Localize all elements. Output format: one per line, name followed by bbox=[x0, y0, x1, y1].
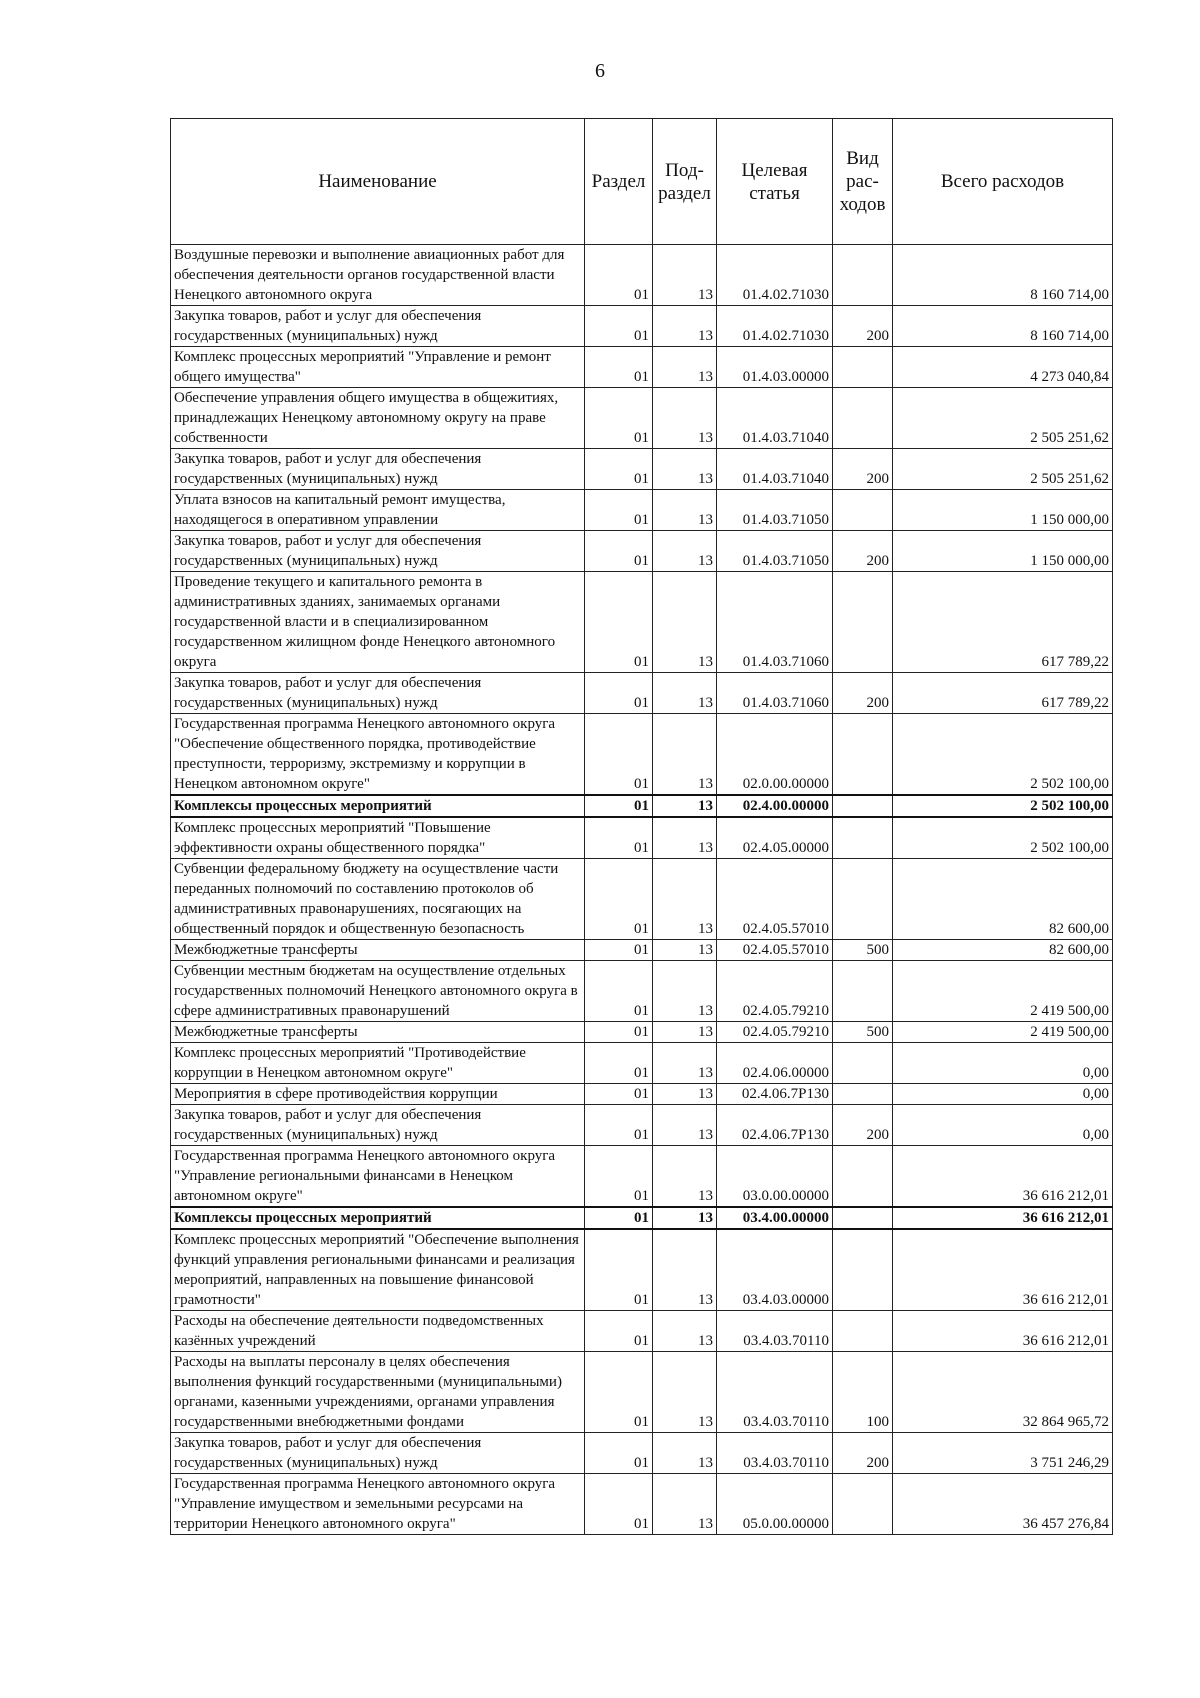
row-target-article: 03.4.03.70110 bbox=[717, 1311, 833, 1352]
row-razdel: 01 bbox=[585, 673, 653, 714]
row-total: 8 160 714,00 bbox=[893, 306, 1113, 347]
header-name: Наименование bbox=[171, 119, 585, 245]
row-name: Государственная программа Ненецкого автономного округа "Управление имуществом и земельными ресурсами на территории Ненецкого автономного округа" bbox=[171, 1474, 585, 1535]
row-name: Комплексы процессных мероприятий bbox=[171, 1207, 585, 1229]
row-name: Субвенции местным бюджетам на осуществление отдельных государственных полномочий Ненецкого автономного округа в сфере административных правонарушений bbox=[171, 961, 585, 1022]
header-target-article: Целевая статья bbox=[717, 119, 833, 245]
row-expense-type bbox=[833, 347, 893, 388]
row-target-article: 02.0.00.00000 bbox=[717, 714, 833, 796]
row-razdel: 01 bbox=[585, 1146, 653, 1208]
page-number: 6 bbox=[595, 60, 605, 82]
table-row bbox=[171, 1022, 1113, 1043]
row-target-article: 01.4.03.71060 bbox=[717, 572, 833, 673]
row-name: Комплекс процессных мероприятий "Управление и ремонт общего имущества" bbox=[171, 347, 585, 388]
table-row bbox=[171, 306, 1113, 347]
row-target-article: 02.4.00.00000 bbox=[717, 795, 833, 817]
row-expense-type bbox=[833, 1043, 893, 1084]
table-row bbox=[171, 388, 1113, 449]
table-row bbox=[171, 1352, 1113, 1433]
row-target-article: 03.4.00.00000 bbox=[717, 1207, 833, 1229]
row-podrazdel: 13 bbox=[653, 1352, 717, 1433]
row-podrazdel: 13 bbox=[653, 347, 717, 388]
row-target-article: 03.4.03.70110 bbox=[717, 1433, 833, 1474]
row-razdel: 01 bbox=[585, 961, 653, 1022]
row-name: Закупка товаров, работ и услуг для обеспечения государственных (муниципальных) нужд bbox=[171, 306, 585, 347]
table-row bbox=[171, 1229, 1113, 1311]
row-total: 0,00 bbox=[893, 1043, 1113, 1084]
table-row bbox=[171, 1105, 1113, 1146]
row-name: Воздушные перевозки и выполнение авиационных работ для обеспечения деятельности органов государственной власти Ненецкого автономного округа bbox=[171, 245, 585, 306]
row-name: Государственная программа Ненецкого автономного округа "Обеспечение общественного порядка, противодействие преступности, терроризму, экстремизму и коррупции в Ненецком автономном округе" bbox=[171, 714, 585, 796]
row-podrazdel: 13 bbox=[653, 940, 717, 961]
table-row bbox=[171, 1311, 1113, 1352]
table-row bbox=[171, 1084, 1113, 1105]
header-podrazdel: Под- раздел bbox=[653, 119, 717, 245]
table-row bbox=[171, 245, 1113, 306]
row-podrazdel: 13 bbox=[653, 245, 717, 306]
row-podrazdel: 13 bbox=[653, 490, 717, 531]
row-total: 82 600,00 bbox=[893, 859, 1113, 940]
table-row bbox=[171, 1146, 1113, 1208]
table-row bbox=[171, 859, 1113, 940]
row-target-article: 01.4.03.71060 bbox=[717, 673, 833, 714]
row-razdel: 01 bbox=[585, 817, 653, 859]
row-podrazdel: 13 bbox=[653, 961, 717, 1022]
header-expense-type: Вид рас- ходов bbox=[833, 119, 893, 245]
row-target-article: 02.4.06.00000 bbox=[717, 1043, 833, 1084]
row-total: 8 160 714,00 bbox=[893, 245, 1113, 306]
row-target-article: 03.4.03.00000 bbox=[717, 1229, 833, 1311]
row-podrazdel: 13 bbox=[653, 388, 717, 449]
row-target-article: 02.4.05.57010 bbox=[717, 940, 833, 961]
row-podrazdel: 13 bbox=[653, 1105, 717, 1146]
row-name: Комплекс процессных мероприятий "Противодействие коррупции в Ненецком автономном округе" bbox=[171, 1043, 585, 1084]
row-name: Комплекс процессных мероприятий "Повышение эффективности охраны общественного порядка" bbox=[171, 817, 585, 859]
row-podrazdel: 13 bbox=[653, 795, 717, 817]
row-expense-type: 200 bbox=[833, 449, 893, 490]
table-row bbox=[171, 673, 1113, 714]
row-total: 0,00 bbox=[893, 1105, 1113, 1146]
row-total: 2 502 100,00 bbox=[893, 795, 1113, 817]
row-name: Проведение текущего и капитального ремонта в административных зданиях, занимаемых органами государственной власти и в специализированном государственном жилищном фонде Ненецкого автономного округа bbox=[171, 572, 585, 673]
row-expense-type: 200 bbox=[833, 1433, 893, 1474]
row-razdel: 01 bbox=[585, 1084, 653, 1105]
row-podrazdel: 13 bbox=[653, 673, 717, 714]
table-row bbox=[171, 714, 1113, 796]
row-podrazdel: 13 bbox=[653, 1474, 717, 1535]
row-total: 82 600,00 bbox=[893, 940, 1113, 961]
row-target-article: 02.4.05.57010 bbox=[717, 859, 833, 940]
row-razdel: 01 bbox=[585, 859, 653, 940]
header-razdel: Раздел bbox=[585, 119, 653, 245]
row-total: 2 502 100,00 bbox=[893, 714, 1113, 796]
row-razdel: 01 bbox=[585, 1229, 653, 1311]
row-total: 36 616 212,01 bbox=[893, 1207, 1113, 1229]
row-expense-type bbox=[833, 1146, 893, 1208]
row-razdel: 01 bbox=[585, 795, 653, 817]
row-target-article: 01.4.02.71030 bbox=[717, 306, 833, 347]
table-row bbox=[171, 490, 1113, 531]
table-row bbox=[171, 795, 1113, 817]
row-expense-type bbox=[833, 1474, 893, 1535]
table-row bbox=[171, 961, 1113, 1022]
row-expense-type: 100 bbox=[833, 1352, 893, 1433]
table-row bbox=[171, 817, 1113, 859]
row-podrazdel: 13 bbox=[653, 1146, 717, 1208]
table-row bbox=[171, 1043, 1113, 1084]
row-expense-type bbox=[833, 388, 893, 449]
table-row bbox=[171, 531, 1113, 572]
row-expense-type bbox=[833, 1207, 893, 1229]
row-razdel: 01 bbox=[585, 306, 653, 347]
row-total: 617 789,22 bbox=[893, 572, 1113, 673]
row-target-article: 01.4.03.71040 bbox=[717, 388, 833, 449]
row-name: Закупка товаров, работ и услуг для обеспечения государственных (муниципальных) нужд bbox=[171, 531, 585, 572]
row-expense-type: 200 bbox=[833, 673, 893, 714]
row-target-article: 01.4.02.71030 bbox=[717, 245, 833, 306]
row-target-article: 01.4.03.00000 bbox=[717, 347, 833, 388]
row-total: 36 457 276,84 bbox=[893, 1474, 1113, 1535]
row-name: Уплата взносов на капитальный ремонт имущества, находящегося в оперативном управлении bbox=[171, 490, 585, 531]
row-target-article: 01.4.03.71040 bbox=[717, 449, 833, 490]
row-razdel: 01 bbox=[585, 714, 653, 796]
row-name: Мероприятия в сфере противодействия коррупции bbox=[171, 1084, 585, 1105]
row-razdel: 01 bbox=[585, 388, 653, 449]
row-total: 36 616 212,01 bbox=[893, 1146, 1113, 1208]
row-expense-type bbox=[833, 795, 893, 817]
row-razdel: 01 bbox=[585, 1105, 653, 1146]
row-podrazdel: 13 bbox=[653, 1022, 717, 1043]
row-name: Государственная программа Ненецкого автономного округа "Управление региональными финансами в Ненецком автономном округе" bbox=[171, 1146, 585, 1208]
row-expense-type: 200 bbox=[833, 531, 893, 572]
row-expense-type: 500 bbox=[833, 940, 893, 961]
row-total: 1 150 000,00 bbox=[893, 531, 1113, 572]
row-total: 4 273 040,84 bbox=[893, 347, 1113, 388]
budget-table bbox=[170, 118, 1113, 1535]
row-razdel: 01 bbox=[585, 1311, 653, 1352]
row-total: 2 505 251,62 bbox=[893, 388, 1113, 449]
row-razdel: 01 bbox=[585, 490, 653, 531]
row-total: 36 616 212,01 bbox=[893, 1311, 1113, 1352]
row-expense-type bbox=[833, 859, 893, 940]
row-expense-type: 200 bbox=[833, 306, 893, 347]
row-expense-type: 500 bbox=[833, 1022, 893, 1043]
row-total: 2 502 100,00 bbox=[893, 817, 1113, 859]
row-razdel: 01 bbox=[585, 449, 653, 490]
row-target-article: 02.4.05.79210 bbox=[717, 961, 833, 1022]
row-podrazdel: 13 bbox=[653, 1311, 717, 1352]
row-expense-type bbox=[833, 961, 893, 1022]
row-expense-type bbox=[833, 1084, 893, 1105]
row-expense-type bbox=[833, 817, 893, 859]
row-expense-type bbox=[833, 1229, 893, 1311]
row-razdel: 01 bbox=[585, 245, 653, 306]
row-name: Закупка товаров, работ и услуг для обеспечения государственных (муниципальных) нужд bbox=[171, 673, 585, 714]
row-total: 617 789,22 bbox=[893, 673, 1113, 714]
row-total: 2 505 251,62 bbox=[893, 449, 1113, 490]
row-podrazdel: 13 bbox=[653, 817, 717, 859]
row-expense-type bbox=[833, 490, 893, 531]
row-razdel: 01 bbox=[585, 1352, 653, 1433]
row-expense-type bbox=[833, 714, 893, 796]
row-podrazdel: 13 bbox=[653, 714, 717, 796]
row-target-article: 03.4.03.70110 bbox=[717, 1352, 833, 1433]
row-name: Закупка товаров, работ и услуг для обеспечения государственных (муниципальных) нужд bbox=[171, 1433, 585, 1474]
row-expense-type bbox=[833, 245, 893, 306]
row-total: 1 150 000,00 bbox=[893, 490, 1113, 531]
row-podrazdel: 13 bbox=[653, 1433, 717, 1474]
row-razdel: 01 bbox=[585, 940, 653, 961]
row-name: Субвенции федеральному бюджету на осуществление части переданных полномочий по составлению протоколов об административных правонарушениях, посягающих на общественный порядок и общественную безопасность bbox=[171, 859, 585, 940]
table-row bbox=[171, 1207, 1113, 1229]
header-total: Всего расходов bbox=[893, 119, 1113, 245]
row-target-article: 01.4.03.71050 bbox=[717, 531, 833, 572]
row-target-article: 05.0.00.00000 bbox=[717, 1474, 833, 1535]
row-razdel: 01 bbox=[585, 1022, 653, 1043]
row-name: Комплексы процессных мероприятий bbox=[171, 795, 585, 817]
row-podrazdel: 13 bbox=[653, 1229, 717, 1311]
row-razdel: 01 bbox=[585, 1474, 653, 1535]
row-total: 3 751 246,29 bbox=[893, 1433, 1113, 1474]
row-target-article: 02.4.05.79210 bbox=[717, 1022, 833, 1043]
row-expense-type bbox=[833, 1311, 893, 1352]
table-row bbox=[171, 572, 1113, 673]
row-name: Закупка товаров, работ и услуг для обеспечения государственных (муниципальных) нужд bbox=[171, 449, 585, 490]
row-target-article: 02.4.06.7Р130 bbox=[717, 1105, 833, 1146]
row-podrazdel: 13 bbox=[653, 449, 717, 490]
row-razdel: 01 bbox=[585, 1433, 653, 1474]
row-target-article: 02.4.05.00000 bbox=[717, 817, 833, 859]
row-podrazdel: 13 bbox=[653, 531, 717, 572]
row-razdel: 01 bbox=[585, 1207, 653, 1229]
table-row bbox=[171, 347, 1113, 388]
row-name: Комплекс процессных мероприятий "Обеспечение выполнения функций управления региональными финансами и реализация мероприятий, направленных на повышение финансовой грамотности" bbox=[171, 1229, 585, 1311]
table-header-row bbox=[171, 119, 1113, 245]
row-podrazdel: 13 bbox=[653, 859, 717, 940]
row-podrazdel: 13 bbox=[653, 306, 717, 347]
table-row bbox=[171, 940, 1113, 961]
row-total: 2 419 500,00 bbox=[893, 1022, 1113, 1043]
row-target-article: 02.4.06.7Р130 bbox=[717, 1084, 833, 1105]
row-name: Межбюджетные трансферты bbox=[171, 940, 585, 961]
row-podrazdel: 13 bbox=[653, 1043, 717, 1084]
row-podrazdel: 13 bbox=[653, 572, 717, 673]
row-total: 32 864 965,72 bbox=[893, 1352, 1113, 1433]
row-expense-type bbox=[833, 572, 893, 673]
row-podrazdel: 13 bbox=[653, 1207, 717, 1229]
row-razdel: 01 bbox=[585, 531, 653, 572]
row-total: 36 616 212,01 bbox=[893, 1229, 1113, 1311]
row-razdel: 01 bbox=[585, 347, 653, 388]
table-row bbox=[171, 449, 1113, 490]
row-target-article: 03.0.00.00000 bbox=[717, 1146, 833, 1208]
row-name: Расходы на выплаты персоналу в целях обеспечения выполнения функций государственными (муниципальными) органами, казенными учреждениями, органами управления государственными внебюджетными фондами bbox=[171, 1352, 585, 1433]
row-total: 0,00 bbox=[893, 1084, 1113, 1105]
row-razdel: 01 bbox=[585, 572, 653, 673]
table-row bbox=[171, 1474, 1113, 1535]
row-podrazdel: 13 bbox=[653, 1084, 717, 1105]
row-target-article: 01.4.03.71050 bbox=[717, 490, 833, 531]
row-name: Закупка товаров, работ и услуг для обеспечения государственных (муниципальных) нужд bbox=[171, 1105, 585, 1146]
table-row bbox=[171, 1433, 1113, 1474]
row-name: Межбюджетные трансферты bbox=[171, 1022, 585, 1043]
row-expense-type: 200 bbox=[833, 1105, 893, 1146]
row-total: 2 419 500,00 bbox=[893, 961, 1113, 1022]
row-razdel: 01 bbox=[585, 1043, 653, 1084]
row-name: Обеспечение управления общего имущества в общежитиях, принадлежащих Ненецкому автономному округу на праве собственности bbox=[171, 388, 585, 449]
row-name: Расходы на обеспечение деятельности подведомственных казённых учреждений bbox=[171, 1311, 585, 1352]
